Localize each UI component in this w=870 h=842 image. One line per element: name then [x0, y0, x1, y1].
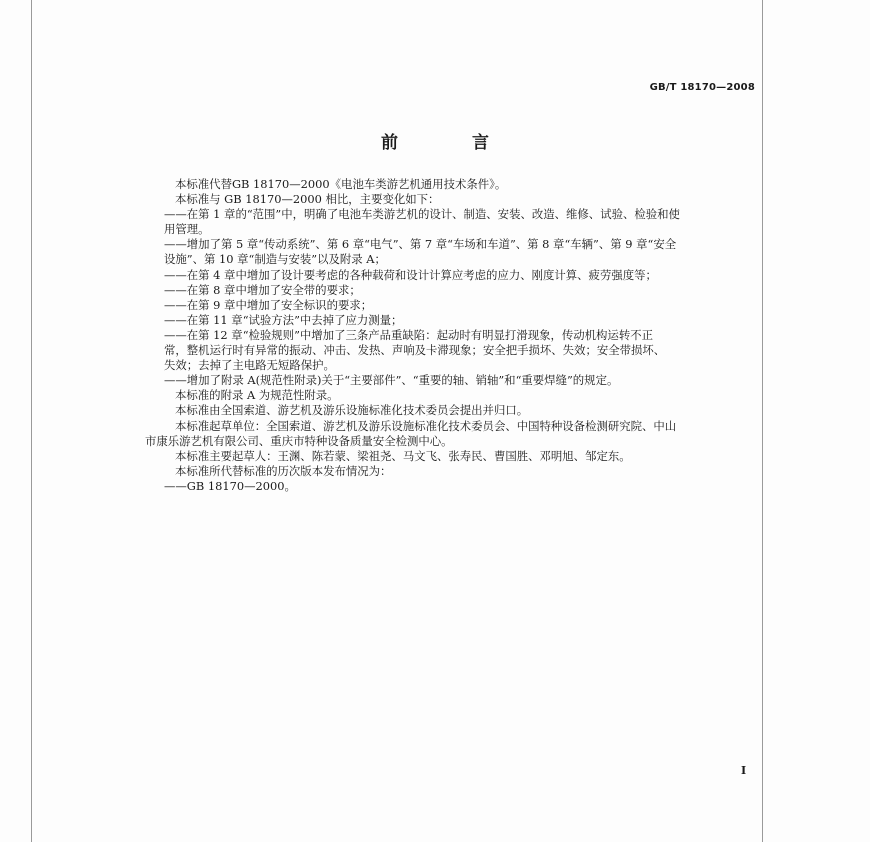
body-line: 本标准由全国索道、游艺机及游乐设施标准化技术委员会提出并归口。 — [175, 403, 529, 418]
page-number: I — [741, 764, 747, 777]
standard-code-header: GB/T 18170—2008 — [649, 82, 755, 93]
body-line: 设施”、第 10 章“制造与安装”以及附录 A； — [164, 252, 386, 267]
body-line: 用管理。 — [164, 222, 210, 237]
scan-edge-line-right — [762, 0, 763, 842]
body-line: 本标准所代替标准的历次版本发布情况为： — [175, 463, 392, 478]
body-line: 常，整机运行时有异常的振动、冲击、发热、声响及卡滞现象；安全把手损坏、失效；安全带损坏、 — [164, 343, 666, 358]
body-line: ——在第 12 章“检验规则”中增加了三条产品重缺陷：起动时有明显打滑现象，传动机构运转不正 — [164, 327, 654, 342]
body-line: 本标准与 GB 18170—2000 相比，主要变化如下： — [175, 192, 440, 207]
foreword-body — [145, 177, 758, 494]
body-line: 市康乐游艺机有限公司、重庆市特种设备质量安全检测中心。 — [145, 433, 453, 448]
body-line: ——在第 1 章的“范围”中，明确了电池车类游艺机的设计、制造、安装、改造、维修、试验、检验和使 — [164, 207, 680, 222]
body-line: 本标准主要起草人：王渊、陈若蒙、梁祖尧、马文飞、张寿民、曹国胜、邓明旭、邹定东。 — [175, 448, 631, 463]
body-line: 本标准的附录 A 为规范性附录。 — [175, 388, 339, 403]
body-line: ——在第 11 章“试验方法”中去掉了应力测量； — [164, 312, 403, 327]
section-title: 前 言 — [381, 133, 523, 153]
body-line: ——在第 9 章中增加了安全标识的要求； — [164, 297, 373, 312]
body-line: 失效；去掉了主电路无短路保护。 — [164, 358, 335, 373]
body-line: ——在第 8 章中增加了安全带的要求； — [164, 282, 361, 297]
body-line: ——在第 4 章中增加了设计要考虑的各种载荷和设计计算应考虑的应力、刚度计算、疲劳强度等； — [164, 267, 657, 282]
body-line: ——增加了附录 A(规范性附录)关于“主要部件”、“重要的轴、销轴”和“重要焊缝”的规定。 — [164, 373, 619, 388]
body-line: ——增加了第 5 章“传动系统”、第 6 章“电气”、第 7 章“车场和车道”、第 8 章“车辆”、第 9 章“安全 — [164, 237, 677, 252]
scan-edge-line-left — [31, 0, 32, 842]
body-line: 本标准起草单位：全国索道、游艺机及游乐设施标准化技术委员会、中国特种设备检测研究院、中山 — [175, 418, 677, 433]
body-line: ——GB 18170—2000。 — [164, 478, 296, 493]
body-line: 本标准代替GB 18170—2000《电池车类游艺机通用技术条件》。 — [175, 177, 507, 191]
